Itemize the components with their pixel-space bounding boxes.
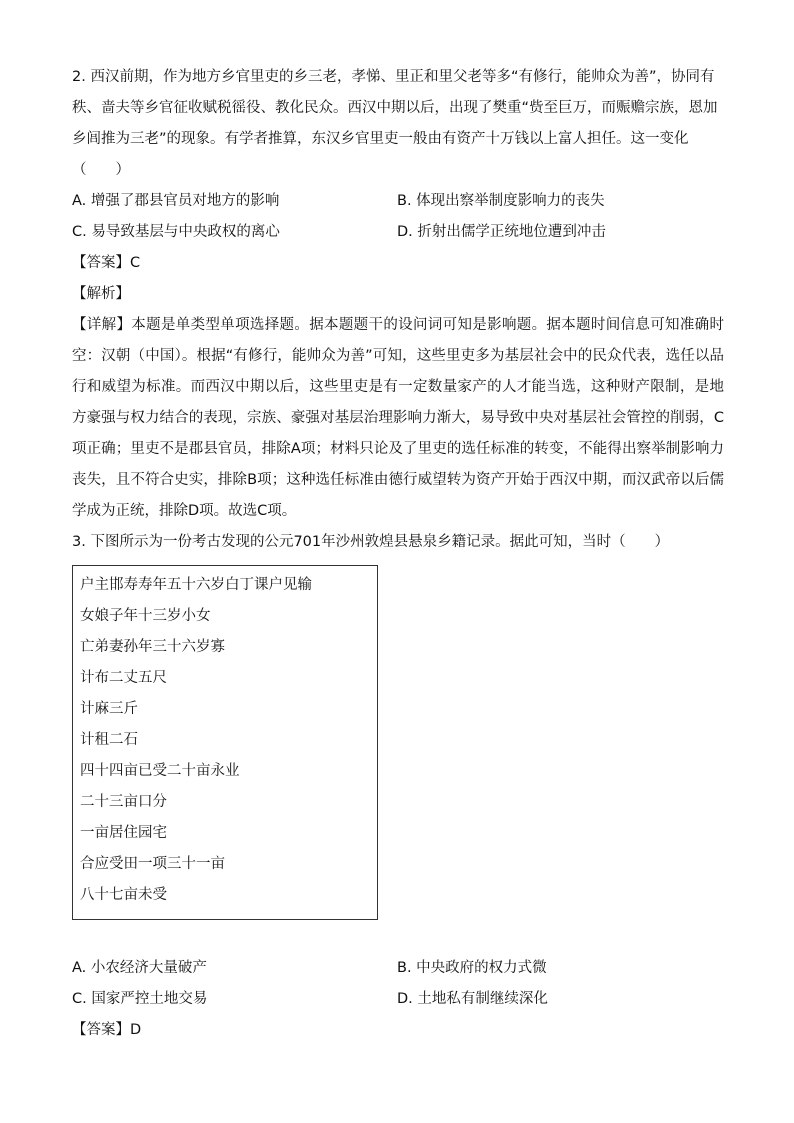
- q3-option-a: A. 小农经济大量破产: [72, 960, 207, 976]
- register-row: 一亩居住园宅: [80, 825, 167, 841]
- register-row: 二十三亩口分: [80, 794, 167, 810]
- q3-option-c: C. 国家严控土地交易: [72, 991, 208, 1007]
- household-register-table: [72, 565, 378, 920]
- spacer: [72, 920, 724, 953]
- register-row: 计布二丈五尺: [80, 670, 167, 686]
- question-3-options: [72, 953, 724, 1015]
- register-row: 四十四亩已受二十亩永业: [80, 763, 240, 779]
- register-row: 合应受田一项三十一亩: [80, 856, 225, 872]
- register-row: 亡弟妻孙年三十六岁寡: [80, 639, 225, 655]
- question-2-stem: 2. 西汉前期，作为地方乡官里吏的乡三老，孝悌、里正和里父老等多“有修行，能帅众为善”，协同有秩、啬夫等乡官征收赋税徭役、教化民众。西汉中期以后，出现了樊重“赀至巨万，而赈赡宗族，恩加乡闾推为三老”的现象。有学者推算，东汉乡官里吏一般由有资产十万钱以上富人担任。这一变化（ ）: [72, 69, 718, 178]
- q2-option-d: D. 折射出儒学正统地位遭到冲击: [397, 224, 606, 240]
- register-row: 户主邯寿寿年五十六岁白丁课户见输: [80, 577, 312, 593]
- q2-option-c: C. 易导致基层与中央政权的离心: [72, 224, 280, 240]
- q2-answer: 【答案】C: [72, 255, 141, 271]
- register-row: 八十七亩未受: [80, 887, 167, 903]
- register-row: 女娘子年十三岁小女: [80, 608, 211, 624]
- q2-option-a: A. 增强了郡县官员对地方的影响: [72, 193, 280, 209]
- q3-option-b: B. 中央政府的权力式微: [397, 960, 547, 976]
- document-page: [72, 62, 724, 1046]
- question-3-stem: 3. 下图所示为一份考古发现的公元701年沙州敦煌县悬泉乡籍记录。据此可知，当时（ ）: [72, 534, 670, 550]
- register-row: 计麻三斤: [80, 701, 138, 717]
- q3-option-d: D. 土地私有制继续深化: [397, 991, 548, 1007]
- q2-analysis-label: 【解析】: [72, 286, 130, 302]
- register-row: 计租二石: [80, 732, 138, 748]
- q3-answer: 【答案】D: [72, 1022, 142, 1038]
- q2-detailed-explanation: 【详解】本题是单类型单项选择题。据本题题干的设问词可知是影响题。据本题时间信息可知准确时空：汉朝（中国）。根据“有修行，能帅众为善”可知，这些里吏多为基层社会中的民众代表，选任以品行和威望为标准。而西汉中期以后，这些里吏是有一定数量家产的人才能当选，这种财产限制，是地方豪强与权力结合的表现，宗族、豪强对基层治理影响力渐大，易导致中央对基层社会管控的削弱，C项正确；里吏不是郡县官员，排除A项；材料只论及了里吏的选任标准的转变，不能得出察举制影响力丧失，且不符合史实，排除B项；这种选任标准由德行威望转为资产开始于西汉中期，而汉武帝以后儒学成为正统，排除D项。故选C项。: [72, 317, 724, 519]
- q2-option-b: B. 体现出察举制度影响力的丧失: [397, 193, 605, 209]
- question-2-options: [72, 186, 724, 248]
